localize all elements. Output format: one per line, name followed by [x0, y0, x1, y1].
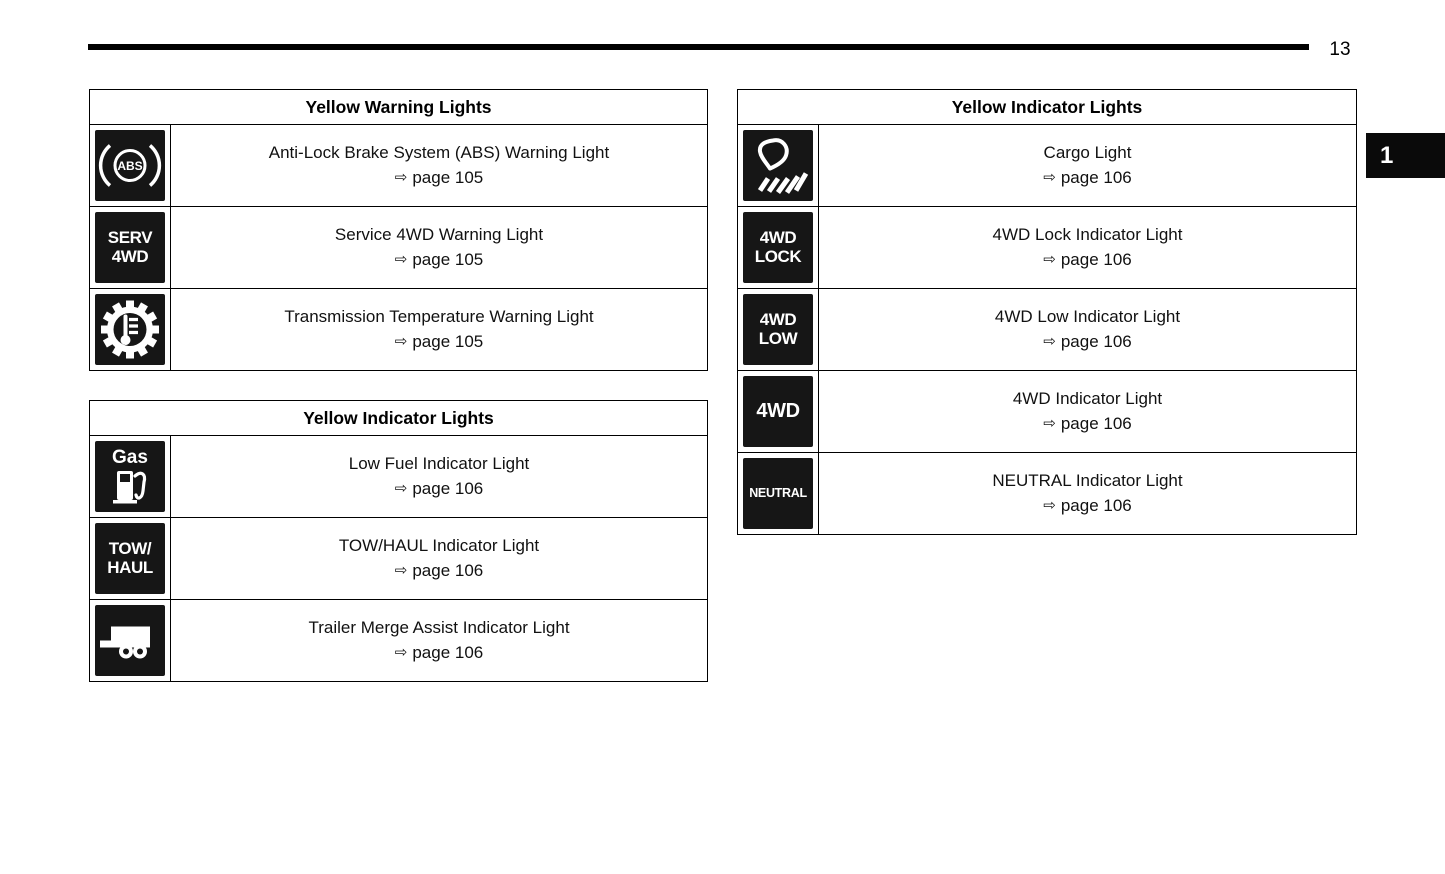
- light-description-cell: [819, 125, 1356, 206]
- page-arrow-icon: ⇨: [394, 643, 408, 661]
- page-reference: [395, 332, 483, 352]
- icon-cell: [738, 289, 819, 370]
- transmission-temperature-glyph: [95, 294, 165, 365]
- icon-cell: [90, 289, 171, 370]
- table-row: [90, 289, 707, 370]
- page-arrow-icon: ⇨: [394, 332, 408, 350]
- page-reference-text: page 105: [412, 332, 484, 351]
- light-description-cell: [819, 207, 1356, 288]
- page-arrow-icon: ⇨: [1043, 496, 1056, 514]
- table-title: Yellow Warning Lights: [90, 90, 707, 125]
- table-row: [90, 436, 707, 518]
- light-label: 4WD Low Indicator Light: [994, 307, 1181, 326]
- table-row: [90, 518, 707, 600]
- 4wd-low-indicator-icon: [743, 294, 813, 365]
- table-row: [738, 289, 1356, 371]
- header-rule: [88, 44, 1309, 50]
- page-reference-text: page 106: [1060, 332, 1132, 351]
- light-description-cell: [171, 600, 707, 681]
- page-reference: [1043, 250, 1131, 270]
- icon-text-line: LOCK: [754, 246, 802, 266]
- table-row: [90, 600, 707, 681]
- icon-cell: [738, 371, 819, 452]
- table-title: Yellow Indicator Lights: [738, 90, 1356, 125]
- light-description-cell: [171, 125, 707, 206]
- cargo-light-glyph: [743, 130, 813, 201]
- light-description-cell: [819, 371, 1356, 452]
- light-label: Low Fuel Indicator Light: [348, 454, 530, 473]
- yellow-indicator-lights-table-right: [737, 89, 1357, 535]
- light-label: Anti-Lock Brake System (ABS) Warning Light: [268, 143, 610, 162]
- neutral-indicator-icon: [743, 458, 813, 529]
- icon-text-line: Gas: [112, 447, 148, 469]
- icon-cell: [90, 125, 171, 206]
- page-reference: [395, 479, 483, 499]
- icon-text-line: 4WD: [759, 228, 797, 248]
- icon-text-line: 4WD: [756, 399, 800, 422]
- page-reference-text: page 106: [1060, 496, 1132, 515]
- light-description-cell: [171, 207, 707, 288]
- table-row: [738, 125, 1356, 207]
- abs-warning-glyph: [95, 130, 165, 201]
- light-label: Trailer Merge Assist Indicator Light: [308, 618, 570, 637]
- 4wd-indicator-icon: [743, 376, 813, 447]
- abs-icon-text: ABS: [117, 159, 143, 173]
- light-description-cell: [171, 436, 707, 517]
- page-arrow-icon: ⇨: [1043, 250, 1056, 268]
- icon-text-line: SERV: [107, 228, 153, 248]
- page-reference-text: page 106: [412, 643, 484, 662]
- icon-cell: [738, 125, 819, 206]
- light-label: NEUTRAL Indicator Light: [992, 471, 1183, 490]
- light-label: Cargo Light: [1043, 143, 1132, 162]
- page-reference: [1043, 496, 1131, 516]
- table-row: [738, 207, 1356, 289]
- page-reference-text: page 106: [412, 479, 484, 498]
- page-arrow-icon: ⇨: [394, 561, 408, 579]
- chapter-tab: [1366, 133, 1445, 178]
- table-row: [738, 453, 1356, 534]
- icon-cell: [738, 453, 819, 534]
- 4wd-lock-indicator-icon: [743, 212, 813, 283]
- abs-warning-icon: [95, 130, 165, 201]
- light-description-cell: [819, 453, 1356, 534]
- page-reference-text: page 105: [412, 168, 484, 187]
- icon-text-line: 4WD: [111, 246, 149, 266]
- yellow-indicator-lights-table-left: [89, 400, 708, 682]
- table-row: [738, 371, 1356, 453]
- page-reference-text: page 106: [1060, 414, 1132, 433]
- page-arrow-icon: ⇨: [1043, 168, 1056, 186]
- page-arrow-icon: ⇨: [1043, 414, 1056, 432]
- page-reference: [395, 643, 483, 663]
- light-description-cell: [819, 289, 1356, 370]
- page-reference: [1043, 332, 1131, 352]
- tow-haul-indicator-icon: [95, 523, 165, 594]
- table-title: Yellow Indicator Lights: [90, 401, 707, 436]
- page-arrow-icon: ⇨: [394, 250, 408, 268]
- icon-text-line: TOW/: [108, 539, 152, 559]
- icon-cell: [90, 518, 171, 599]
- service-4wd-warning-icon: [95, 212, 165, 283]
- light-label: Service 4WD Warning Light: [334, 225, 544, 244]
- page-arrow-icon: ⇨: [394, 168, 408, 186]
- page-arrow-icon: ⇨: [394, 479, 408, 497]
- page-reference-text: page 105: [412, 250, 484, 269]
- light-description-cell: [171, 518, 707, 599]
- icon-text-line: NEUTRAL: [749, 485, 807, 500]
- cargo-light-icon: [743, 130, 813, 201]
- page-reference-text: page 106: [412, 561, 484, 580]
- page-reference-text: page 106: [1060, 250, 1132, 269]
- transmission-temperature-warning-icon: [95, 294, 165, 365]
- page-reference: [1043, 168, 1131, 188]
- icon-cell: [738, 207, 819, 288]
- page-reference: [1043, 414, 1131, 434]
- icon-text-line: 4WD: [759, 310, 797, 330]
- yellow-warning-lights-table: [89, 89, 708, 371]
- light-label: Transmission Temperature Warning Light: [284, 307, 594, 326]
- trailer-merge-assist-indicator-icon: [95, 605, 165, 676]
- light-label: 4WD Indicator Light: [1012, 389, 1163, 408]
- light-label: TOW/HAUL Indicator Light: [338, 536, 540, 555]
- table-row: [90, 125, 707, 207]
- page-reference: [395, 250, 483, 270]
- light-description-cell: [171, 289, 707, 370]
- icon-text-line: HAUL: [107, 557, 153, 577]
- icon-cell: [90, 600, 171, 681]
- icon-cell: [90, 436, 171, 517]
- low-fuel-indicator-icon: [95, 441, 165, 512]
- page-arrow-icon: ⇨: [1043, 332, 1056, 350]
- fuel-pump-glyph: [108, 469, 152, 507]
- trailer-glyph: [95, 605, 165, 676]
- page-reference: [395, 168, 483, 188]
- chapter-tab-number: 1: [1380, 141, 1394, 169]
- page-reference: [395, 561, 483, 581]
- page-number: 13: [1329, 39, 1351, 60]
- page-reference-text: page 106: [1060, 168, 1132, 187]
- table-row: [90, 207, 707, 289]
- icon-cell: [90, 207, 171, 288]
- light-label: 4WD Lock Indicator Light: [992, 225, 1183, 244]
- icon-text-line: LOW: [758, 328, 798, 348]
